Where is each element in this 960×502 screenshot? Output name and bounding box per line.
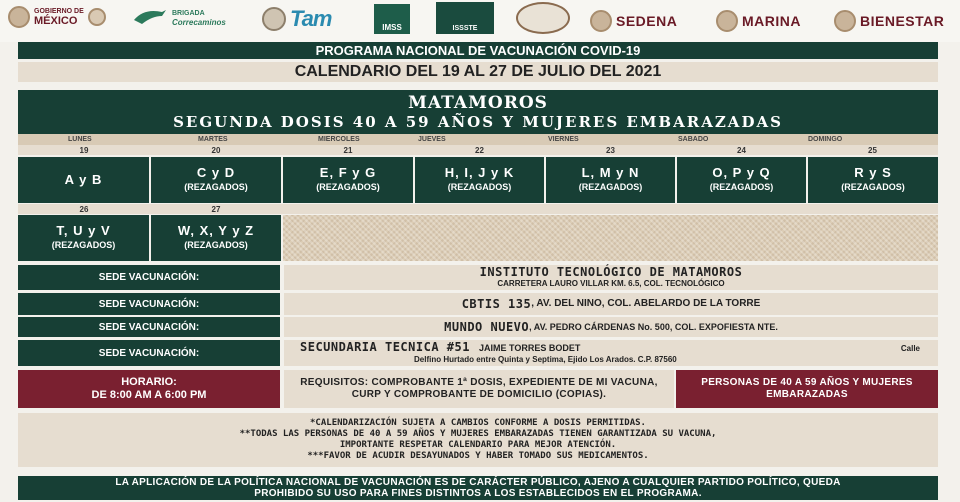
letters-label: H, I, J y K — [444, 165, 515, 180]
sede-name: MUNDO NUEVO — [444, 320, 530, 334]
day-name: JUEVES — [418, 136, 446, 143]
schedule-cell — [18, 215, 149, 261]
horario-label: HORARIO: — [121, 376, 177, 388]
schedule-cell — [677, 157, 806, 203]
note-line: *CALENDARIZACIÓN SUJETA A CAMBIOS CONFORME A DOSIS PERMITIDAS. — [310, 418, 646, 428]
brigada-top-text: BRIGADA — [172, 9, 205, 17]
brigada-main-text: Correcaminos — [172, 17, 226, 27]
footer-line: PROHIBIDO SU USO PARA FINES DISTINTOS A LOS ESTABLECIDOS EN EL PROGRAMA. — [254, 488, 702, 499]
marina-text: MARINA — [742, 13, 801, 29]
institutional-seal — [516, 2, 570, 34]
empty-days-area — [283, 215, 938, 261]
bienestar-text: BIENESTAR — [860, 13, 945, 29]
sede-name: INSTITUTO TECNOLÓGICO DE MATAMOROS — [479, 264, 743, 279]
horario-value: DE 8:00 AM A 6:00 PM — [91, 389, 207, 401]
sedena-text: SEDENA — [616, 13, 678, 29]
schedule-cell — [415, 157, 544, 203]
sede-label: SEDE VACUNACIÓN: — [18, 293, 280, 315]
rezagados-label: (REZAGADOS) — [184, 240, 248, 250]
sede-line2: Delfino Hurtado entre Quinta y Septima, Ejido Los Arados. C.P. 87560 — [414, 355, 677, 364]
schedule-cell — [151, 215, 281, 261]
sede-name: CBTIS 135 — [461, 297, 532, 311]
bienestar-logo — [834, 10, 944, 32]
sede-address — [284, 317, 938, 337]
sede-address — [284, 293, 938, 315]
rezagados-label: (REZAGADOS) — [447, 182, 512, 192]
day-number: 19 — [79, 145, 89, 155]
day-number: 27 — [211, 204, 221, 214]
schedule-cell — [546, 157, 675, 203]
day-numbers-row — [18, 145, 938, 155]
sede-detail: CARRETERA LAURO VILLAR KM. 6.5, COL. TECNOLÓGICO — [497, 278, 725, 288]
letters-label: R y S — [854, 165, 892, 180]
state-seal-icon — [262, 7, 286, 31]
sede-detail: , AV. PEDRO CÁRDENAS No. 500, COL. EXPOFIESTA NTE. — [529, 322, 778, 332]
roadrunner-icon — [132, 6, 168, 30]
note-line: IMPORTANTE RESPETAR CALENDARIO PARA MEJOR ATENCIÓN. — [339, 440, 617, 450]
sede-label: SEDE VACUNACIÓN: — [18, 340, 280, 366]
sede-name: SECUNDARIA TECNICA #51 — [300, 340, 470, 354]
day-number: 26 — [79, 204, 89, 214]
issste-logo — [436, 2, 494, 34]
imss-badge: IMSS — [374, 4, 410, 34]
day-number: 23 — [606, 145, 615, 155]
rezagados-label: (REZAGADOS) — [578, 182, 643, 192]
sede-address — [284, 265, 938, 290]
calendar-range-title: CALENDARIO DEL 19 AL 27 DE JULIO DEL 2021 — [18, 62, 938, 82]
anniversary-seal-icon — [88, 8, 106, 26]
day-number: 22 — [475, 145, 484, 155]
schedule-cell — [18, 157, 149, 203]
logo-bar — [0, 0, 960, 42]
week2-numbers-row — [18, 204, 938, 214]
requirements: REQUISITOS: COMPROBANTE 1ª DOSIS, EXPEDIENTE DE MI VACUNA, CURP Y COMPROBANTE DE DOMICILIO (COPIAS). — [284, 370, 674, 408]
letters-label: C y D — [196, 165, 236, 180]
letters-label: A y B — [64, 172, 103, 187]
letters-label: O, P y Q — [712, 165, 771, 180]
rezagados-label: (REZAGADOS) — [709, 182, 774, 192]
sede-label: SEDE VACUNACIÓN: — [18, 265, 280, 290]
legal-footer — [18, 476, 938, 500]
sede-extra: Calle — [900, 344, 920, 353]
note-line: ***FAVOR DE ACUDIR DESAYUNADOS Y HABER TOMADO SUS MEDICAMENTOS. — [307, 451, 649, 461]
marina-seal-icon — [716, 10, 738, 32]
letters-label: T, U y V — [56, 223, 111, 238]
tamaulipas-logo — [262, 6, 331, 32]
day-name: LUNES — [68, 136, 92, 143]
brigada-correcaminos-logo — [132, 6, 226, 30]
schedule-cell — [283, 157, 413, 203]
target-population: PERSONAS DE 40 A 59 AÑOS Y MUJERES EMBARAZADAS — [676, 370, 938, 408]
day-name: VIERNES — [548, 136, 579, 143]
rezagados-label: (REZAGADOS) — [316, 182, 380, 192]
group-subtitle: SEGUNDA DOSIS 40 A 59 AÑOS Y MUJERES EMBARAZADAS — [173, 113, 783, 131]
day-names-row — [18, 134, 938, 145]
schedule-cell — [808, 157, 938, 203]
note-line: **TODAS LAS PERSONAS DE 40 A 59 AÑOS Y MUJERES EMBARAZADAS TIENEN GARANTIZADA SU VACUNA, — [239, 429, 717, 439]
footer-line: LA APLICACIÓN DE LA POLÍTICA NACIONAL DE VACUNACIÓN ES DE CARÁCTER PÚBLICO, AJENO A CUALQUIER PARTIDO POLÍTICO, QUEDA — [115, 477, 841, 488]
issste-badge: ISSSTE — [436, 2, 494, 34]
bienestar-seal-icon — [834, 10, 856, 32]
program-title: PROGRAMA NACIONAL DE VACUNACIÓN COVID-19 — [18, 42, 938, 59]
notes-box — [18, 413, 938, 467]
eagle-seal-icon — [8, 6, 30, 28]
seal-icon — [516, 2, 570, 34]
rezagados-label: (REZAGADOS) — [841, 182, 905, 192]
rezagados-label: (REZAGADOS) — [184, 182, 248, 192]
city-banner — [18, 90, 938, 134]
day-name: MIERCOLES — [318, 136, 360, 143]
day-number: 20 — [211, 145, 221, 155]
sede-detail: , AV. DEL NINO, COL. ABELARDO DE LA TORRE — [531, 298, 761, 309]
letters-label: E, F y G — [319, 165, 377, 180]
day-number: 21 — [343, 145, 353, 155]
schedule-hours — [18, 370, 280, 408]
tam-text: Tam — [290, 6, 332, 31]
day-number: 24 — [737, 145, 746, 155]
day-number: 25 — [868, 145, 877, 155]
gobierno-main-text: MÉXICO — [34, 14, 78, 27]
day-name: DOMINGO — [808, 136, 843, 143]
sede-address — [284, 340, 938, 366]
sede-label: SEDE VACUNACIÓN: — [18, 317, 280, 337]
sede-detail: JAIME TORRES BODET — [479, 343, 581, 353]
letters-label: W, X, Y y Z — [177, 223, 255, 238]
marina-logo — [716, 10, 801, 32]
gobierno-top-text: GOBIERNO DE — [34, 7, 84, 15]
schedule-cell — [151, 157, 281, 203]
sedena-logo — [590, 10, 677, 32]
city-title: MATAMOROS — [408, 93, 548, 113]
day-name: SABADO — [678, 136, 709, 143]
letters-label: L, M y N — [581, 165, 640, 180]
sedena-seal-icon — [590, 10, 612, 32]
gobierno-mexico-logo — [8, 6, 106, 28]
rezagados-label: (REZAGADOS) — [51, 240, 116, 250]
imss-logo — [374, 4, 410, 34]
day-name: MARTES — [198, 136, 228, 143]
